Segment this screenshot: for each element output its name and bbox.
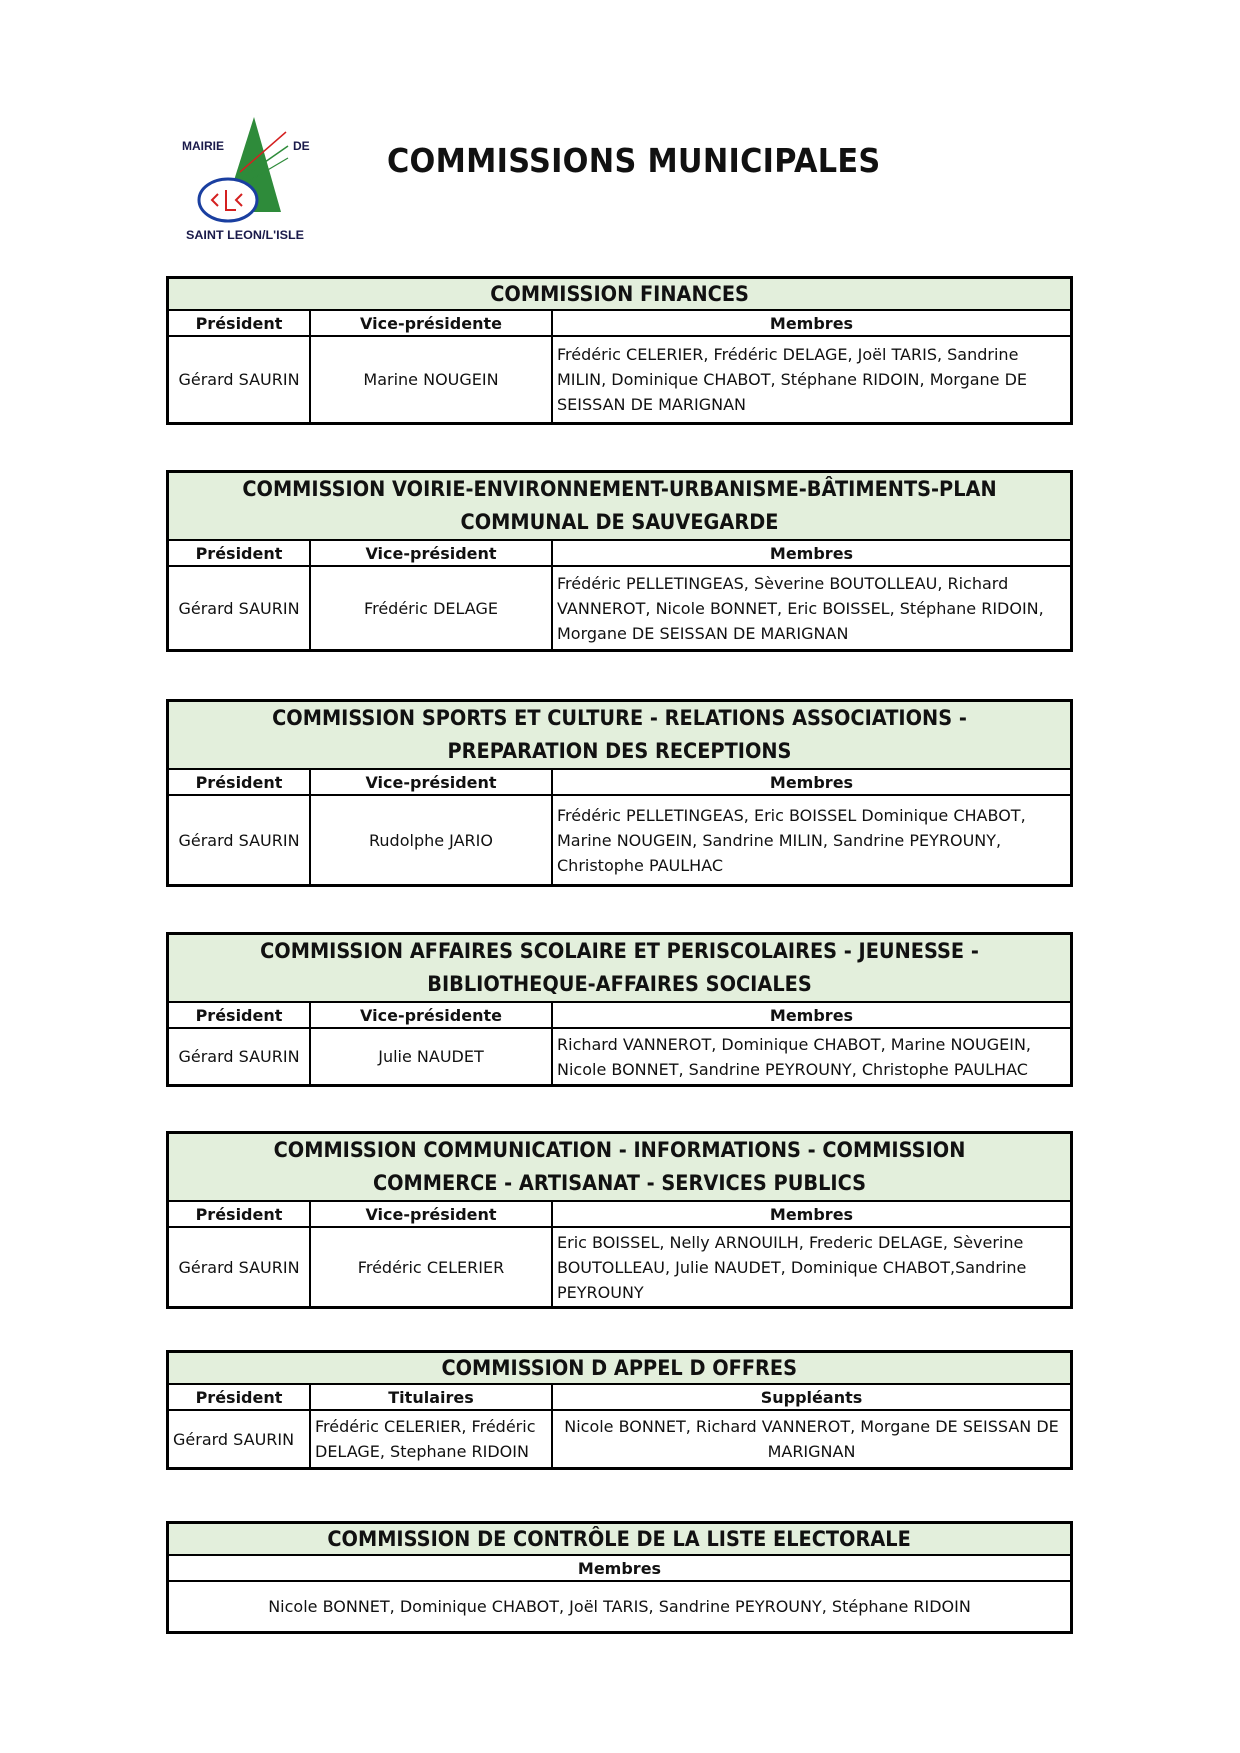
commission-title: COMMISSION FINANCES <box>169 279 1070 311</box>
vice-cell: Marine NOUGEIN <box>310 336 552 422</box>
col-header-titulaires: Titulaires <box>310 1385 552 1410</box>
commission-title: COMMISSION AFFAIRES SCOLAIRE ET PERISCOLAIRES - JEUNESSE - BIBLIOTHEQUE-AFFAIRES SOCIALES <box>169 935 1070 1003</box>
titulaires-cell: Frédéric CELERIER, Frédéric DELAGE, Stephane RIDOIN <box>310 1410 552 1467</box>
president-cell: Gérard SAURIN <box>169 795 310 884</box>
commission-sports-culture <box>166 699 1073 887</box>
col-header-suppleants: Suppléants <box>552 1385 1070 1410</box>
members-cell: Frédéric PELLETINGEAS, Sèverine BOUTOLLEAU, Richard VANNEROT, Nicole BONNET, Eric BOISSEL, Stéphane RIDOIN, Morgane DE SEISSAN DE MARIGNAN <box>552 566 1070 649</box>
col-header-membres: Membres <box>552 1003 1070 1028</box>
commission-finances <box>166 276 1073 425</box>
page-title: COMMISSIONS MUNICIPALES <box>387 141 881 180</box>
vice-cell: Rudolphe JARIO <box>310 795 552 884</box>
president-cell: Gérard SAURIN <box>169 1227 310 1306</box>
vice-cell: Julie NAUDET <box>310 1028 552 1084</box>
col-header-vice: Vice-présidente <box>310 1003 552 1028</box>
commission-voirie <box>166 470 1073 652</box>
commission-table <box>169 1202 1070 1306</box>
members-cell: Nicole BONNET, Dominique CHABOT, Joël TARIS, Sandrine PEYROUNY, Stéphane RIDOIN <box>169 1581 1070 1631</box>
col-header-membres: Membres <box>552 541 1070 566</box>
col-header-vice: Vice-président <box>310 1202 552 1227</box>
col-header-vice: Vice-présidente <box>310 311 552 336</box>
president-cell: Gérard SAURIN <box>169 1410 310 1467</box>
commission-table <box>169 1003 1070 1084</box>
col-header-president: Président <box>169 1385 310 1410</box>
logo-text-commune: SAINT LEON/L'ISLE <box>186 228 304 242</box>
col-header-president: Président <box>169 311 310 336</box>
members-cell: Frédéric PELLETINGEAS, Eric BOISSEL Dominique CHABOT, Marine NOUGEIN, Sandrine MILIN, Sandrine PEYROUNY, Christophe PAULHAC <box>552 795 1070 884</box>
members-cell: Eric BOISSEL, Nelly ARNOUILH, Frederic DELAGE, Sèverine BOUTOLLEAU, Julie NAUDET, Dominique CHABOT,Sandrine PEYROUNY <box>552 1227 1070 1306</box>
logo-text-de: DE <box>293 139 310 153</box>
president-cell: Gérard SAURIN <box>169 566 310 649</box>
commission-title: COMMISSION DE CONTRÔLE DE LA LISTE ELECTORALE <box>169 1524 1070 1556</box>
commission-title: COMMISSION COMMUNICATION - INFORMATIONS - COMMISSION COMMERCE - ARTISANAT - SERVICES PUBLICS <box>169 1134 1070 1202</box>
commission-communication <box>166 1131 1073 1309</box>
commission-appel-offres <box>166 1350 1073 1470</box>
col-header-president: Président <box>169 1202 310 1227</box>
vice-cell: Frédéric CELERIER <box>310 1227 552 1306</box>
commission-liste-electorale <box>166 1521 1073 1634</box>
logo-text-mairie: MAIRIE <box>182 139 224 153</box>
col-header-membres: Membres <box>552 1202 1070 1227</box>
commission-title: COMMISSION SPORTS ET CULTURE - RELATIONS ASSOCIATIONS - PREPARATION DES RECEPTIONS <box>169 702 1070 770</box>
commission-table <box>169 1556 1070 1631</box>
vice-cell: Frédéric DELAGE <box>310 566 552 649</box>
col-header-president: Président <box>169 1003 310 1028</box>
commission-table <box>169 311 1070 422</box>
commission-table <box>169 770 1070 884</box>
col-header-membres: Membres <box>552 770 1070 795</box>
col-header-president: Président <box>169 541 310 566</box>
col-header-membres: Membres <box>169 1556 1070 1581</box>
president-cell: Gérard SAURIN <box>169 336 310 422</box>
commission-table <box>169 1385 1070 1467</box>
col-header-president: Président <box>169 770 310 795</box>
president-cell: Gérard SAURIN <box>169 1028 310 1084</box>
commission-table <box>169 541 1070 649</box>
commission-title: COMMISSION D APPEL D OFFRES <box>169 1353 1070 1385</box>
col-header-vice: Vice-président <box>310 770 552 795</box>
members-cell: Richard VANNEROT, Dominique CHABOT, Marine NOUGEIN, Nicole BONNET, Sandrine PEYROUNY, Christophe PAULHAC <box>552 1028 1070 1084</box>
logo-blue-oval <box>199 179 257 221</box>
commission-title: COMMISSION VOIRIE-ENVIRONNEMENT-URBANISME-BÂTIMENTS-PLAN COMMUNAL DE SAUVEGARDE <box>169 473 1070 541</box>
col-header-vice: Vice-président <box>310 541 552 566</box>
commission-affaires-scolaires <box>166 932 1073 1087</box>
mairie-logo <box>176 112 316 252</box>
col-header-membres: Membres <box>552 311 1070 336</box>
suppleants-cell: Nicole BONNET, Richard VANNEROT, Morgane DE SEISSAN DE MARIGNAN <box>552 1410 1070 1467</box>
members-cell: Frédéric CELERIER, Frédéric DELAGE, Joël TARIS, Sandrine MILIN, Dominique CHABOT, Stéphane RIDOIN, Morgane DE SEISSAN DE MARIGNAN <box>552 336 1070 422</box>
